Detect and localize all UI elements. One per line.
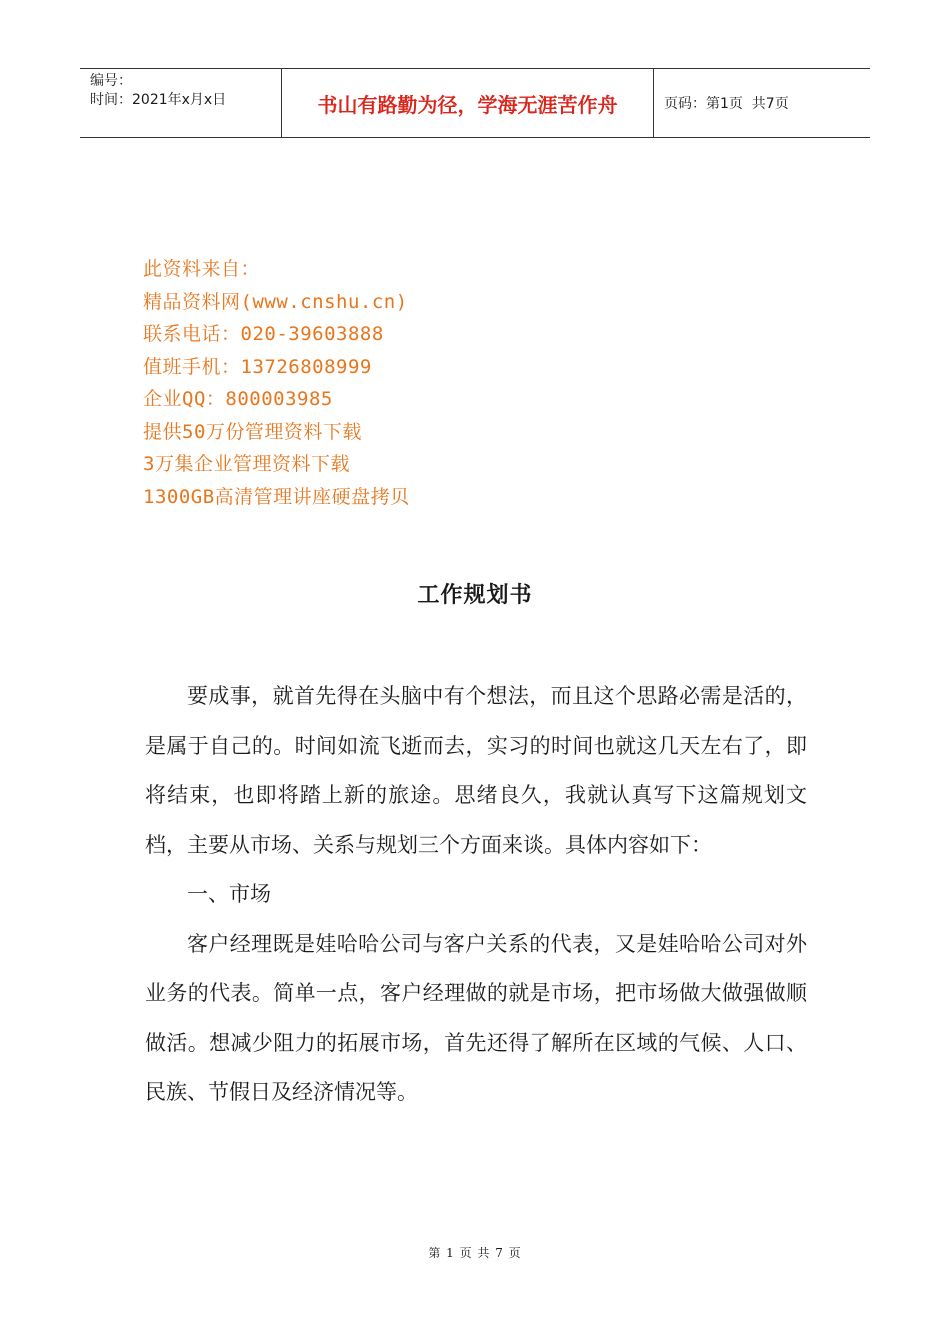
promo-line: 联系电话：020-39603888 bbox=[143, 323, 384, 345]
header-motto-cell bbox=[282, 69, 654, 137]
number-label: 编号： bbox=[90, 73, 132, 89]
document-header bbox=[80, 68, 870, 138]
header-meta-cell bbox=[80, 69, 282, 137]
promo-line: 值班手机：13726808999 bbox=[143, 355, 372, 378]
promo-line: 1300GB高清管理讲座硬盘拷贝 bbox=[143, 485, 410, 508]
promo-line: 3万集企业管理资料下载 bbox=[143, 453, 350, 475]
promo-line: 精品资料网(www.cnshu.cn) bbox=[143, 290, 408, 313]
promo-line: 此资料来自： bbox=[143, 258, 261, 280]
page-info: 页码：第1页 共7页 bbox=[664, 96, 789, 112]
promo-block bbox=[143, 253, 410, 513]
body-paragraph: 要成事，就首先得在头脑中有个想法，而且这个思路必需是活的，是属于自己的。时间如流飞逝而去，实习的时间也就这几天左右了，即将结束，也即将踏上新的旅途。思绪良久，我就认真写下这篇规划文档，主要从市场、关系与规划三个方面来谈。具体内容如下： bbox=[145, 684, 807, 857]
time-label: 时间：2021年x月x日 bbox=[90, 92, 227, 108]
page-footer: 第 1 页 共 7 页 bbox=[428, 1246, 522, 1260]
body-paragraph: 客户经理既是娃哈哈公司与客户关系的代表，又是娃哈哈公司对外业务的代表。简单一点，客户经理做的就是市场，把市场做大做强做顺做活。想减少阻力的拓展市场，首先还得了解所在区域的气候、人口、民族、节假日及经济情况等。 bbox=[145, 931, 807, 1104]
motto-text: 书山有路勤为径，学海无涯苦作舟 bbox=[317, 92, 618, 117]
promo-line: 企业QQ：800003985 bbox=[143, 388, 333, 410]
document-title: 工作规划书 bbox=[417, 582, 533, 608]
section-heading: 一、市场 bbox=[187, 882, 271, 906]
header-page-cell bbox=[654, 69, 870, 137]
document-body bbox=[145, 672, 807, 1118]
promo-line: 提供50万份管理资料下载 bbox=[143, 420, 362, 443]
